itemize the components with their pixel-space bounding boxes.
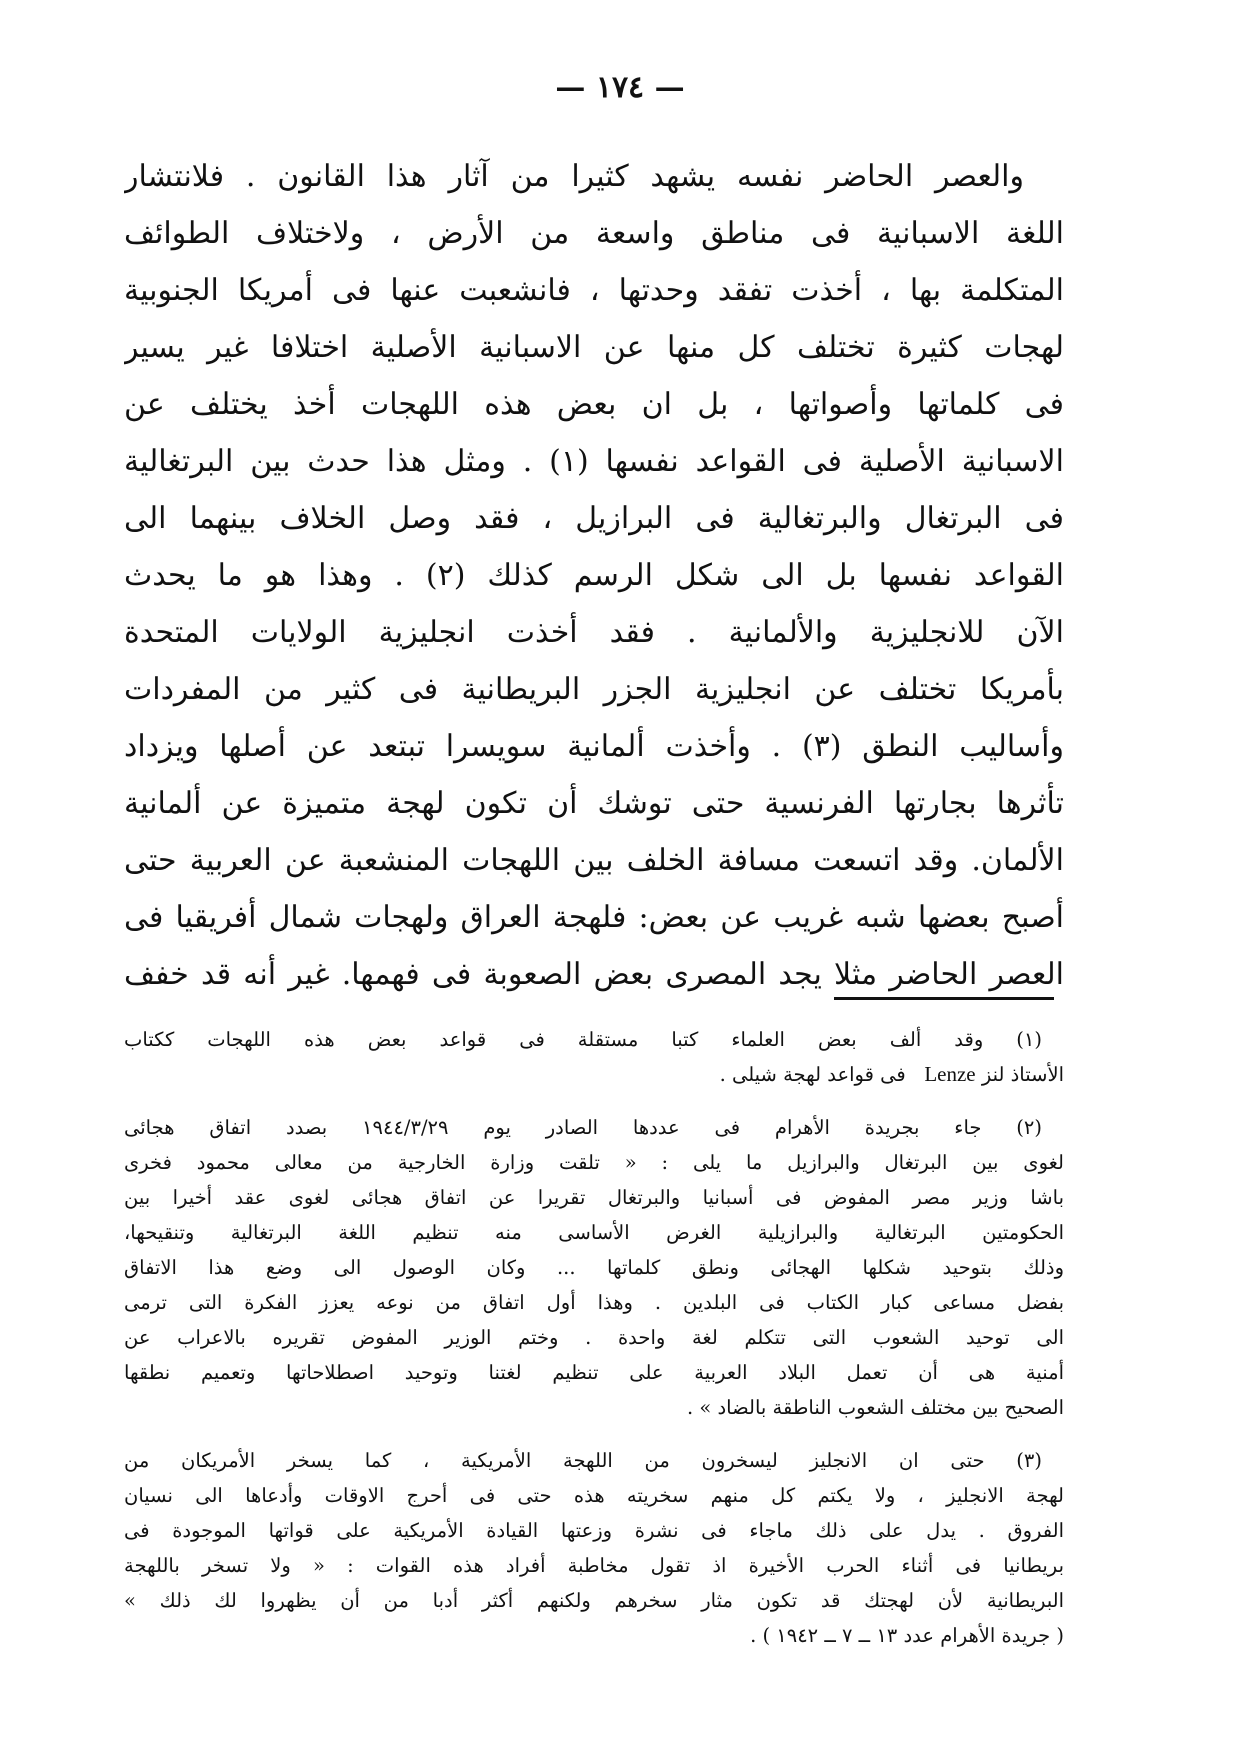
footnote-line: بريطانيا فى أثناء الحرب الأخيرة اذ تقول مخاطبة أفراد هذه القوات : « ولا تسخر باللهجة (124, 1554, 1064, 1577)
latin-author-name: Lenze (924, 1062, 976, 1086)
footnote-line: الحكومتين البرتغالية والبرازيلية الغرض الأساسى منه تنظيم اللغة البرتغالية وتنقيحها، (124, 1221, 1064, 1244)
body-line: وأساليب النطق (٣) . وأخذت ألمانية سويسرا تبتعد عن أصلها ويزداد (124, 729, 1064, 764)
body-line: لهجات كثيرة تختلف كل منها عن الاسبانية الأصلية اختلافا غير يسير (124, 330, 1064, 365)
footnote-text: فى قواعد لهجة شيلى . (719, 1063, 906, 1086)
body-line: أصبح بعضها شبه غريب عن بعض: فلهجة العراق ولهجات شمال أفريقيا فى (124, 900, 1064, 935)
footnote-line: لهجة الانجليز ، ولا يكتم كل منهم سخريته هذه حتى فى أحرج الاوقات وأدعاها الى نسيان (124, 1484, 1064, 1507)
body-line: تأثرها بجارتها الفرنسية حتى توشك أن تكون لهجة متميزة عن ألمانية (124, 786, 1064, 821)
footnote-line: وذلك بتوحيد شكلها الهجائى ونطق كلماتها ... وكان الوصول الى وضع هذا الاتفاق (124, 1256, 1064, 1279)
footnote-line: البريطانية لأن لهجتك قد تكون مثار سخرهم ولكنهم أكثر أدبا من أن يظهروا لك ذلك » (124, 1589, 1064, 1612)
footnote-divider (834, 997, 1054, 1000)
footnotes (124, 1022, 1064, 1671)
body-line: الألمان. وقد اتسعت مسافة الخلف بين اللهجات المنشعبة عن العربية حتى (124, 843, 1064, 878)
body-line: القواعد نفسها بل الى شكل الرسم كذلك (٢) . وهذا هو ما يحدث (124, 558, 1064, 593)
footnote-line: (٢) جاء بجريدة الأهرام فى عددها الصادر يوم ١٩٤٤/٣/٢٩ بصدد اتفاق هجائى (124, 1116, 1042, 1139)
footnote-line: لغوى بين البرتغال والبرازيل ما يلى : « تلقت وزارة الخارجية من معالى محمود فخرى (124, 1151, 1064, 1174)
footnote-line: ( جريدة الأهرام عدد ١٣ ــ ٧ ــ ١٩٤٢ ) . (750, 1624, 1064, 1647)
body-line: فى كلماتها وأصواتها ، بل ان بعض هذه اللهجات أخذ يختلف عن (124, 387, 1064, 422)
page-number: — ١٧٤ — (555, 70, 685, 105)
body-line: والعصر الحاضر نفسه يشهد كثيرا من آثار هذا القانون . فلانتشار (124, 159, 1024, 194)
body-line: اللغة الاسبانية فى مناطق واسعة من الأرض ، ولاختلاف الطوائف (124, 216, 1064, 251)
footnote-line: باشا وزير مصر المفوض فى أسبانيا والبرتغال تقريرا عن اتفاق هجائى لغوى عقد أخيرا بين (124, 1186, 1064, 1209)
footnote-line (124, 1057, 1064, 1092)
footnote-line: (١) وقد ألف بعض العلماء كتبا مستقلة فى قواعد بعض هذه اللهجات ككتاب (124, 1028, 1042, 1051)
footnote-line: بفضل مساعى كبار الكتاب فى البلدين . وهذا أول اتفاق من نوعه يعزز الفكرة التى ترمى (124, 1291, 1064, 1314)
footnote-line: الى توحيد الشعوب التى تتكلم لغة واحدة . وختم الوزير المفوض تقريره بالاعراب عن (124, 1326, 1064, 1349)
footnote-line: الصحيح بين مختلف الشعوب الناطقة بالضاد » . (686, 1396, 1064, 1419)
body-line: الآن للانجليزية والألمانية . فقد أخذت انجليزية الولايات المتحدة (124, 615, 1064, 650)
body-line: الاسبانية الأصلية فى القواعد نفسها (١) . ومثل هذا حدث بين البرتغالية (124, 444, 1064, 479)
body-line: المتكلمة بها ، أخذت تفقد وحدتها ، فانشعبت عنها فى أمريكا الجنوبية (124, 273, 1064, 308)
footnote-line: (٣) حتى ان الانجليز ليسخرون من اللهجة الأمريكية ، كما يسخر الأمريكان من (124, 1449, 1042, 1472)
footnote-2 (124, 1110, 1064, 1425)
body-line: فى البرتغال والبرتغالية فى البرازيل ، فقد وصل الخلاف بينهما الى (124, 501, 1064, 536)
footnote-1 (124, 1022, 1064, 1092)
footnote-line: الفروق . يدل على ذلك ماجاء فى نشرة وزعتها القيادة الأمريكية على قواتها الموجودة فى (124, 1519, 1064, 1542)
footnote-line: أمنية هى أن تعمل البلاد العربية على تنظيم لغتنا وتوحيد اصطلاحاتها وتعميم نطقها (124, 1361, 1064, 1384)
footnote-3 (124, 1443, 1064, 1653)
body-line: بأمريكا تختلف عن انجليزية الجزر البريطانية فى كثير من المفردات (124, 672, 1064, 707)
body-line: العصر الحاضر مثلا يجد المصرى بعض الصعوبة فى فهمها. غير أنه قد خفف (124, 957, 1064, 992)
footnote-text: الأستاذ لنز (981, 1063, 1064, 1086)
main-text (124, 148, 1064, 1003)
